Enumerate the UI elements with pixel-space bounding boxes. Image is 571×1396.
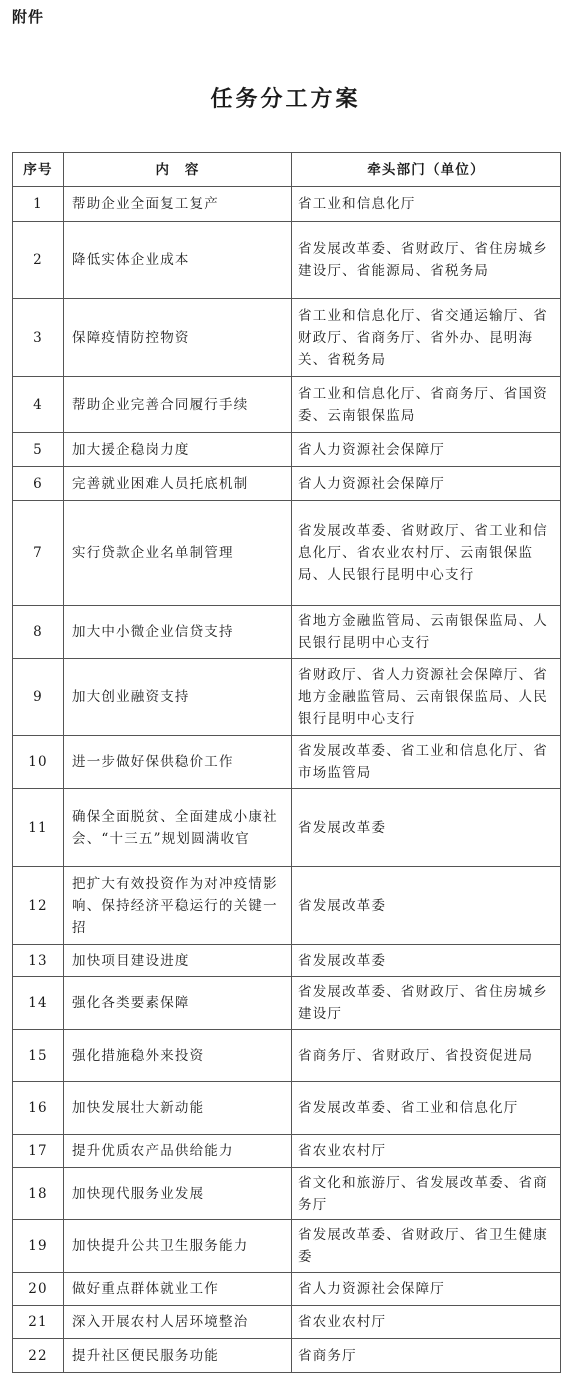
task-content-cell: 深入开展农村人居环境整治 bbox=[64, 1306, 292, 1339]
table-row bbox=[13, 945, 561, 977]
table-row bbox=[13, 222, 561, 299]
table-row bbox=[13, 1030, 561, 1082]
table-row bbox=[13, 606, 561, 659]
row-number-cell: 15 bbox=[13, 1030, 64, 1082]
lead-department-cell: 省发展改革委、省财政厅、省住房城乡建设厅 bbox=[292, 977, 561, 1030]
task-content-cell: 强化措施稳外来投资 bbox=[64, 1030, 292, 1082]
table-row bbox=[13, 467, 561, 501]
row-number-cell: 10 bbox=[13, 736, 64, 789]
table-row bbox=[13, 1168, 561, 1220]
table-row bbox=[13, 867, 561, 945]
page-title: 任务分工方案 bbox=[210, 86, 361, 112]
row-number-cell: 16 bbox=[13, 1082, 64, 1135]
row-number-cell: 4 bbox=[13, 377, 64, 433]
row-number-cell: 18 bbox=[13, 1168, 64, 1220]
table-row bbox=[13, 789, 561, 867]
row-number-cell: 3 bbox=[13, 299, 64, 377]
table-row bbox=[13, 1135, 561, 1168]
task-content-cell: 加快发展壮大新动能 bbox=[64, 1082, 292, 1135]
task-content-cell: 完善就业困难人员托底机制 bbox=[64, 467, 292, 501]
row-number-cell: 1 bbox=[13, 187, 64, 222]
table-row bbox=[13, 187, 561, 222]
lead-department-cell: 省文化和旅游厅、省发展改革委、省商务厅 bbox=[292, 1168, 561, 1220]
column-header-content: 内 容 bbox=[64, 153, 292, 187]
lead-department-cell: 省商务厅、省财政厅、省投资促进局 bbox=[292, 1030, 561, 1082]
row-number-cell: 11 bbox=[13, 789, 64, 867]
table-row bbox=[13, 1306, 561, 1339]
row-number-cell: 14 bbox=[13, 977, 64, 1030]
task-content-cell: 把扩大有效投资作为对冲疫情影响、保持经济平稳运行的关键一招 bbox=[64, 867, 292, 945]
task-content-cell: 帮助企业完善合同履行手续 bbox=[64, 377, 292, 433]
lead-department-cell: 省工业和信息化厅、省商务厅、省国资委、云南银保监局 bbox=[292, 377, 561, 433]
lead-department-cell: 省发展改革委 bbox=[292, 789, 561, 867]
task-content-cell: 提升优质农产品供给能力 bbox=[64, 1135, 292, 1168]
table-row bbox=[13, 977, 561, 1030]
lead-department-cell: 省人力资源社会保障厅 bbox=[292, 467, 561, 501]
lead-department-cell: 省发展改革委、省财政厅、省住房城乡建设厅、省能源局、省税务局 bbox=[292, 222, 561, 299]
row-number-cell: 22 bbox=[13, 1339, 64, 1373]
task-content-cell: 帮助企业全面复工复产 bbox=[64, 187, 292, 222]
task-content-cell: 加大援企稳岗力度 bbox=[64, 433, 292, 467]
row-number-cell: 6 bbox=[13, 467, 64, 501]
table-row bbox=[13, 1082, 561, 1135]
lead-department-cell: 省财政厅、省人力资源社会保障厅、省地方金融监管局、云南银保监局、人民银行昆明中心支行 bbox=[292, 659, 561, 736]
table-row bbox=[13, 1339, 561, 1373]
table-body bbox=[13, 187, 561, 1373]
row-number-cell: 12 bbox=[13, 867, 64, 945]
row-number-cell: 8 bbox=[13, 606, 64, 659]
row-number-cell: 17 bbox=[13, 1135, 64, 1168]
task-division-table bbox=[12, 152, 561, 1373]
task-content-cell: 保障疫情防控物资 bbox=[64, 299, 292, 377]
column-header-department: 牵头部门（单位） bbox=[292, 153, 561, 187]
task-content-cell: 加大中小微企业信贷支持 bbox=[64, 606, 292, 659]
lead-department-cell: 省工业和信息化厅、省交通运输厅、省财政厅、省商务厅、省外办、昆明海关、省税务局 bbox=[292, 299, 561, 377]
task-content-cell: 提升社区便民服务功能 bbox=[64, 1339, 292, 1373]
row-number-cell: 2 bbox=[13, 222, 64, 299]
table-row bbox=[13, 1273, 561, 1306]
attachment-label: 附件 bbox=[12, 8, 45, 26]
lead-department-cell: 省人力资源社会保障厅 bbox=[292, 1273, 561, 1306]
lead-department-cell: 省农业农村厅 bbox=[292, 1135, 561, 1168]
lead-department-cell: 省发展改革委 bbox=[292, 867, 561, 945]
row-number-cell: 5 bbox=[13, 433, 64, 467]
lead-department-cell: 省发展改革委、省工业和信息化厅 bbox=[292, 1082, 561, 1135]
table-row bbox=[13, 299, 561, 377]
row-number-cell: 9 bbox=[13, 659, 64, 736]
task-content-cell: 降低实体企业成本 bbox=[64, 222, 292, 299]
table-row bbox=[13, 433, 561, 467]
lead-department-cell: 省人力资源社会保障厅 bbox=[292, 433, 561, 467]
task-content-cell: 做好重点群体就业工作 bbox=[64, 1273, 292, 1306]
row-number-cell: 13 bbox=[13, 945, 64, 977]
column-header-number: 序号 bbox=[13, 153, 64, 187]
task-content-cell: 确保全面脱贫、全面建成小康社会、“十三五”规划圆满收官 bbox=[64, 789, 292, 867]
lead-department-cell: 省地方金融监管局、云南银保监局、人民银行昆明中心支行 bbox=[292, 606, 561, 659]
lead-department-cell: 省工业和信息化厅 bbox=[292, 187, 561, 222]
table-row bbox=[13, 377, 561, 433]
task-content-cell: 进一步做好保供稳价工作 bbox=[64, 736, 292, 789]
lead-department-cell: 省商务厅 bbox=[292, 1339, 561, 1373]
lead-department-cell: 省发展改革委、省工业和信息化厅、省市场监管局 bbox=[292, 736, 561, 789]
table-row bbox=[13, 659, 561, 736]
task-content-cell: 强化各类要素保障 bbox=[64, 977, 292, 1030]
table-row bbox=[13, 736, 561, 789]
lead-department-cell: 省农业农村厅 bbox=[292, 1306, 561, 1339]
table-header-row bbox=[13, 153, 561, 187]
table-row bbox=[13, 501, 561, 606]
row-number-cell: 19 bbox=[13, 1220, 64, 1273]
task-content-cell: 加快提升公共卫生服务能力 bbox=[64, 1220, 292, 1273]
task-content-cell: 加大创业融资支持 bbox=[64, 659, 292, 736]
row-number-cell: 7 bbox=[13, 501, 64, 606]
task-content-cell: 加快现代服务业发展 bbox=[64, 1168, 292, 1220]
task-content-cell: 实行贷款企业名单制管理 bbox=[64, 501, 292, 606]
lead-department-cell: 省发展改革委、省财政厅、省工业和信息化厅、省农业农村厅、云南银保监局、人民银行昆明中心支行 bbox=[292, 501, 561, 606]
lead-department-cell: 省发展改革委、省财政厅、省卫生健康委 bbox=[292, 1220, 561, 1273]
row-number-cell: 21 bbox=[13, 1306, 64, 1339]
row-number-cell: 20 bbox=[13, 1273, 64, 1306]
task-content-cell: 加快项目建设进度 bbox=[64, 945, 292, 977]
lead-department-cell: 省发展改革委 bbox=[292, 945, 561, 977]
table-row bbox=[13, 1220, 561, 1273]
